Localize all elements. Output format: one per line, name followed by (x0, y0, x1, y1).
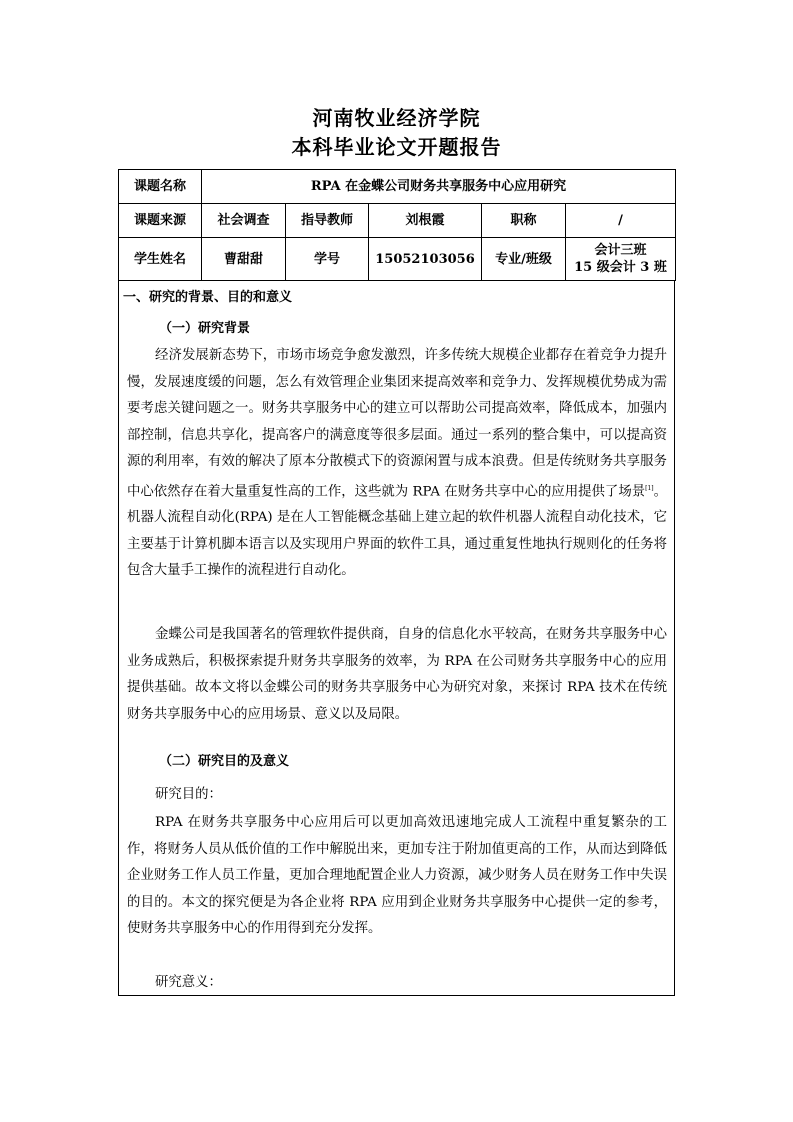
school-name: 河南牧业经济学院 (312, 106, 481, 130)
major-value (566, 238, 676, 281)
purpose-paragraph: RPA 在财务共享服务中心应用后可以更加高效迅速地完成人工流程中重复繁杂的工作，将财务人员从低价值的工作中解脱出来，更加专注于附加值更高的工作，从而达到降低企业财务工作人员工作量，更加合理地配置企业人力资源，减少财务人员在财务工作中失误的目的。本文的探究便是为各企业将 RPA 应用到企业财务共享服务中心提供一定的参考，使财务共享服务中心的作用得到充分发挥。 (127, 815, 667, 936)
background-text-b: 。机器人流程自动化(RPA) 是在人工智能概念基础上建立起的软件机器人流程自动化技术，它主要基于计算机脚本语言以及实现用户界面的软件工具，通过重复性地执行规则化的任务将包含大量手工操作的流程进行自动化。 (127, 483, 667, 579)
student-value: 曹甜甜 (202, 238, 286, 281)
table-row (119, 204, 676, 238)
student-label: 学生姓名 (119, 238, 202, 281)
citation-ref: [1] (645, 484, 654, 492)
id-value: 15052103056 (369, 238, 482, 281)
background-paragraph-2: 金蝶公司是我国著名的管理软件提供商，自身的信息化水平较高，在财务共享服务中心业务成熟后，积极探索提升财务共享服务的效率，为 RPA 在公司财务共享服务中心的应用提供基础。故本文将以金蝶公司的财务共享服务中心为研究对象，来探讨 RPA 技术在传统财务共享服务中心的应用场景、意义以及局限。 (127, 627, 667, 722)
purpose-label: 研究目的： (155, 787, 222, 802)
subsection-heading-purpose: （二）研究目的及意义 (159, 754, 290, 769)
major-label: 专业/班级 (482, 238, 566, 281)
major-value-line1: 会计三班 (594, 243, 647, 258)
background-text-a: 经济发展新态势下，市场市场竞争愈发激烈，许多传统大规模企业都存在着竞争力提升慢，发展速度缓的问题，怎么有效管理企业集团来提高效率和竞争力、发挥规模优势成为需要考虑关键问题之一。财务共享服务中心的建立可以帮助公司提高效率，降低成本，加强内部控制，信息共享化，提高客户的满意度等很多层面。通过一系列的整合集中，可以提高资源的利用率，有效的解决了原本分散模式下的资源闲置与成本浪费。但是传统财务共享服务中心依然存在着大量重复性高的工作，这些就为 RPA 在财务共享中心的应用提供了场景 (127, 348, 667, 499)
source-label: 课题来源 (119, 204, 202, 238)
info-table (118, 169, 676, 281)
table-row (119, 170, 676, 204)
report-title: 本科毕业论文开题报告 (291, 135, 502, 159)
id-label: 学号 (286, 238, 369, 281)
topic-value: RPA 在金蝶公司财务共享服务中心应用研究 (202, 170, 676, 204)
significance-label: 研究意义： (155, 975, 222, 990)
advisor-value: 刘根霞 (369, 204, 482, 238)
source-value: 社会调查 (202, 204, 286, 238)
section-heading: 一、研究的背景、目的和意义 (123, 290, 293, 305)
major-value-line2: 15 级会计 3 班 (574, 260, 667, 275)
title-value: / (566, 204, 676, 238)
title-label: 职称 (482, 204, 566, 238)
background-paragraph-1 (127, 343, 667, 585)
report-body (118, 280, 675, 996)
advisor-label: 指导教师 (286, 204, 369, 238)
table-row (119, 238, 676, 281)
topic-label: 课题名称 (119, 170, 202, 204)
subsection-heading-background: （一）研究背景 (159, 321, 251, 336)
